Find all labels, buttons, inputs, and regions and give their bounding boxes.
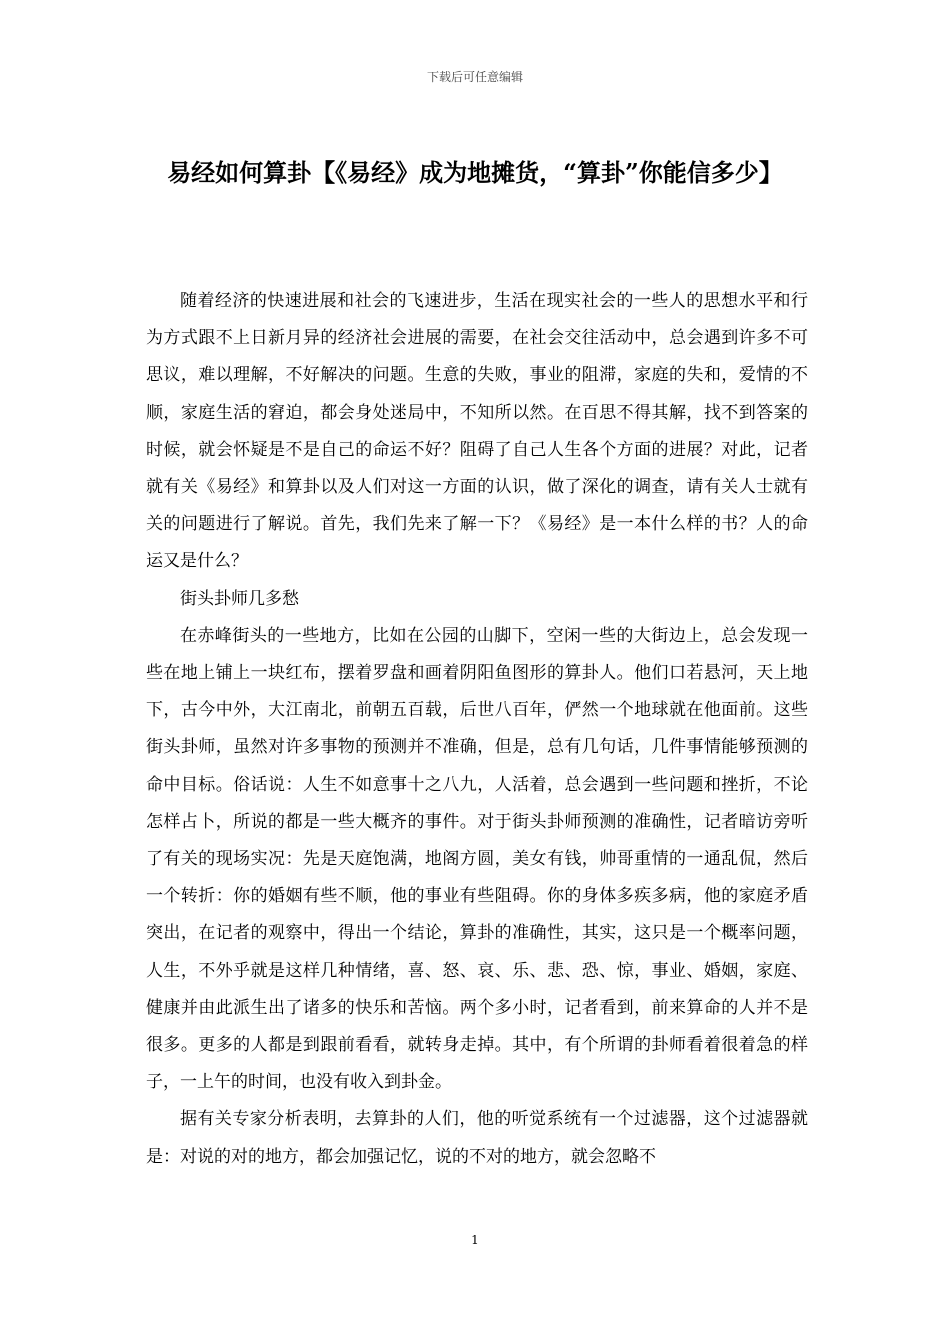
paragraph-expert-analysis: 据有关专家分析表明，去算卦的人们，他的听觉系统有一个过滤器，这个过滤器就是：对说的对的地方，都会加强记忆，说的不对的地方，就会忽略不 [146, 1109, 808, 1167]
document-body [146, 283, 808, 1176]
paragraph-street-fortune-tellers: 在赤峰街头的一些地方，比如在公园的山脚下，空闲一些的大街边上，总会发现一些在地上铺上一块红布，摆着罗盘和画着阴阳鱼图形的算卦人。他们口若悬河，天上地下，古今中外，大江南北，前朝五百载，后世八百年，俨然一个地球就在他面前。这些街头卦师，虽然对许多事物的预测并不准确，但是，总有几句话，几件事情能够预测的命中目标。俗话说：人生不如意事十之八九，人活着，总会遇到一些问题和挫折，不论怎样占卜，所说的都是一些大概齐的事件。对于街头卦师预测的准确性，记者暗访旁听了有关的现场实况：先是天庭饱满，地阁方圆，美女有钱，帅哥重情的一通乱侃，然后一个转折：你的婚姻有些不顺，他的事业有些阻碍。你的身体多疾多病，他的家庭矛盾突出，在记者的观察中，得出一个结论，算卦的准确性，其实，这只是一个概率问题，人生，不外乎就是这样几种情绪，喜、怒、哀、乐、悲、恐、惊，事业、婚姻，家庭、健康并由此派生出了诸多的快乐和苦恼。两个多小时，记者看到，前来算命的人并不是很多。更多的人都是到跟前看看，就转身走掉。其中，有个所谓的卦师看着很着急的样子，一上午的时间，也没有收入到卦金。 [146, 625, 808, 1093]
paragraph-intro: 随着经济的快速进展和社会的飞速进步，生活在现实社会的一些人的思想水平和行为方式跟不上日新月异的经济社会进展的需要，在社会交往活动中，总会遇到许多不可思议，难以理解，不好解决的问题。生意的失败，事业的阻滞，家庭的失和，爱情的不顺，家庭生活的窘迫，都会身处迷局中，不知所以然。在百思不得其解，找不到答案的时候，就会怀疑是不是自己的命运不好？阻碍了自己人生各个方面的进展？对此，记者就有关《易经》和算卦以及人们对这一方面的认识，做了深化的调查，请有关人士就有关的问题进行了解说。首先，我们先来了解一下？《易经》是一本什么样的书？人的命运又是什么？ [146, 291, 808, 572]
page-header: 下载后可任意编辑 [426, 70, 523, 84]
document-title: 易经如何算卦【《易经》成为地摊货，“算卦”你能信多少】 [167, 158, 783, 187]
section-heading: 街头卦师几多愁 [180, 588, 299, 609]
page-number: 1 [471, 1233, 479, 1247]
